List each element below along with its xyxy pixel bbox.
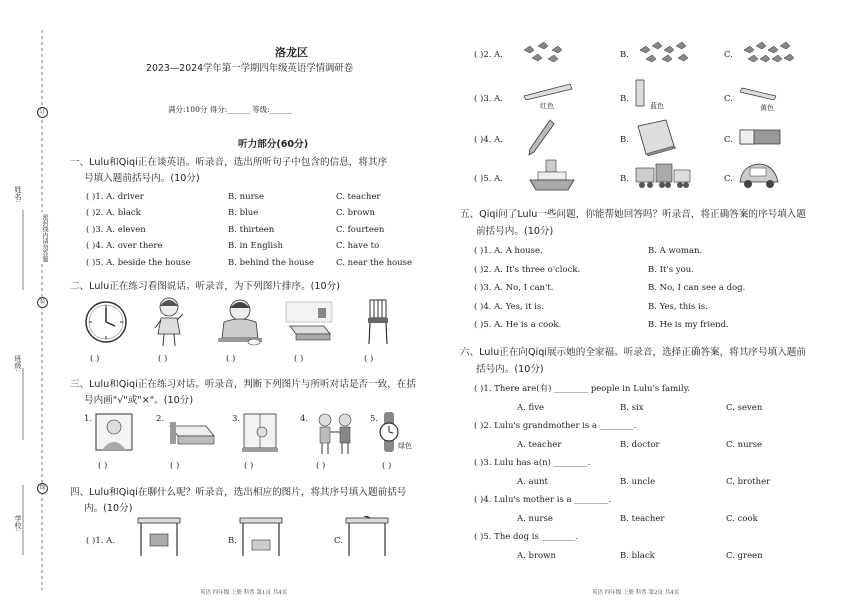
section3-title-1: 三、Lulu和Qiqi正在练习对话。听录音，判断下列图片与所听对话是否一致，在括 <box>70 379 416 390</box>
footer-left: 英语 四年级 上册 科普 第1页 共4页 <box>200 590 288 596</box>
watch-color-label: 绿色 <box>398 442 412 450</box>
clock-picture <box>84 300 128 344</box>
s3-bracket-3[interactable]: ( ) <box>244 461 254 471</box>
section5-title-2: 前括号内。(10分) <box>476 226 554 237</box>
s5-q1-b[interactable]: B. A woman. <box>648 246 703 256</box>
s1-q2-c[interactable]: C. brown <box>336 208 375 218</box>
r-q5-b[interactable]: B. <box>620 174 629 184</box>
s5-q3[interactable]: ( )3. A. No, I can't. <box>474 283 554 293</box>
birds-c-picture <box>740 40 798 64</box>
ruler-c-picture <box>740 84 780 100</box>
s6-q3[interactable]: ( )3. Lulu has a(n) ________. <box>474 458 591 468</box>
s6-q2-a[interactable]: A. teacher <box>517 440 562 450</box>
s6-q4-a[interactable]: A. nurse <box>517 514 553 524</box>
s6-q2-b[interactable]: B. doctor <box>620 440 660 450</box>
s3-bracket-1[interactable]: ( ) <box>98 461 108 471</box>
s2-bracket-1[interactable]: ( ) <box>90 354 100 364</box>
s1-q4-b[interactable]: B. in English <box>228 241 283 251</box>
s4-c[interactable]: C. <box>334 536 343 546</box>
book-picture <box>634 118 678 158</box>
name-label: 姓名: <box>14 186 22 203</box>
man-phone-picture <box>212 298 268 348</box>
score-line: 满分:100分 得分:______ 等级:______ <box>168 105 293 114</box>
toy-train-picture <box>632 160 694 192</box>
s6-q4-b[interactable]: B. teacher <box>620 514 665 524</box>
pencil-picture <box>526 118 556 158</box>
r-q2[interactable]: ( )2. A. <box>474 50 503 60</box>
ruler-b-color: 蓝色 <box>650 102 664 110</box>
school-label: 学校: <box>14 515 22 532</box>
footer-right: 英语 四年级 上册 科普 第2页 共4页 <box>592 590 680 596</box>
binding-circle-3: 线 <box>37 483 48 494</box>
s6-q1-b[interactable]: B. six <box>620 403 644 413</box>
s3-num-5: 5. <box>370 414 379 424</box>
s6-q3-a[interactable]: A. aunt <box>517 477 548 487</box>
s6-q1-c[interactable]: C. seven <box>726 403 763 413</box>
r-q5-c[interactable]: C. <box>724 174 733 184</box>
s5-q3-b[interactable]: B. No, I can see a dog. <box>648 283 746 293</box>
s6-q5-c[interactable]: C. green <box>726 551 763 561</box>
district-title: 洛龙区 <box>275 46 308 59</box>
s5-q4-b[interactable]: B. Yes, this is. <box>648 302 708 312</box>
s3-bracket-2[interactable]: ( ) <box>170 461 180 471</box>
ruler-a-color: 红色 <box>540 102 554 110</box>
watch-picture <box>378 412 400 452</box>
s3-bracket-5[interactable]: ( ) <box>382 461 392 471</box>
s6-q3-b[interactable]: B. uncle <box>620 477 656 487</box>
bed-picture <box>166 418 216 450</box>
s2-bracket-5[interactable]: ( ) <box>364 354 374 364</box>
r-q5[interactable]: ( )5. A. <box>474 174 503 184</box>
s1-q1[interactable]: ( )1. A. driver <box>86 192 144 202</box>
binding-circle-2: 装 <box>37 297 48 308</box>
s4-b[interactable]: B. <box>228 536 237 546</box>
birds-a-picture <box>520 40 570 64</box>
s1-q5-b[interactable]: B. behind the house <box>228 258 315 268</box>
s6-q4[interactable]: ( )4. Lulu's mother is a ________. <box>474 495 611 505</box>
desk-bag-picture <box>136 516 182 558</box>
s6-q2-c[interactable]: C. nurse <box>726 440 763 450</box>
s1-q5-c[interactable]: C. near the house <box>336 258 413 268</box>
s2-bracket-4[interactable]: ( ) <box>294 354 304 364</box>
exam-title: 2023—2024学年第一学期四年级英语学情调研卷 <box>146 63 354 74</box>
s3-num-2: 2. <box>156 414 165 424</box>
s6-q5-b[interactable]: B. black <box>620 551 655 561</box>
s2-bracket-2[interactable]: ( ) <box>158 354 168 364</box>
s6-q3-c[interactable]: C. brother <box>726 477 771 487</box>
desk-picture <box>238 516 284 558</box>
two-kids-picture <box>312 410 358 456</box>
s3-num-1: 1. <box>84 414 93 424</box>
seal-warning: 密封线内请勿答题 <box>41 214 48 262</box>
s1-q3-c[interactable]: C. fourteen <box>336 225 385 235</box>
section2-title: 二、Lulu正在练习看图说话。听录音，为下列图片排序。(10分) <box>70 281 340 292</box>
ruler-c-color: 黄色 <box>760 104 774 112</box>
s3-num-4: 4. <box>300 414 309 424</box>
s3-bracket-4[interactable]: ( ) <box>316 461 326 471</box>
r-q4-c[interactable]: C. <box>724 135 733 145</box>
s1-q2-b[interactable]: B. blue <box>228 208 259 218</box>
bedroom-picture <box>284 300 334 344</box>
s1-q1-c[interactable]: C. teacher <box>336 192 381 202</box>
s1-q2[interactable]: ( )2. A. black <box>86 208 141 218</box>
s5-q5-b[interactable]: B. He is my friend. <box>648 320 729 330</box>
s4-q1[interactable]: ( )1. A. <box>86 536 115 546</box>
s5-q5[interactable]: ( )5. A. He is a cook. <box>474 320 562 330</box>
s5-q2-b[interactable]: B. It's you. <box>648 265 694 275</box>
s6-q4-c[interactable]: C. cook <box>726 514 758 524</box>
window-boy-picture <box>240 410 280 454</box>
s5-q2[interactable]: ( )2. A. It's three o'clock. <box>474 265 581 275</box>
s1-q5[interactable]: ( )5. A. beside the house <box>86 258 191 268</box>
s1-q4-c[interactable]: C. have to <box>336 241 380 251</box>
r-q2-c[interactable]: C. <box>724 50 733 60</box>
car-picture <box>736 160 782 192</box>
section6-title-1: 六、Lulu正在向Qiqi展示她的全家福。听录音，选择正确答案，将其序号填入题前 <box>460 347 806 358</box>
s1-q3-b[interactable]: B. thirteen <box>228 225 275 235</box>
section1-title-2: 号填入题前括号内。(10分) <box>84 173 200 184</box>
r-q4-b[interactable]: B. <box>620 135 629 145</box>
binding-circle-1: 订 <box>37 107 48 118</box>
s6-q1[interactable]: ( )1. There are(有) ________ people in Lulu's family. <box>474 384 690 394</box>
section6-title-2: 括号内。(10分) <box>476 364 544 375</box>
girl-picture <box>152 296 186 348</box>
s1-q3[interactable]: ( )3. A. eleven <box>86 225 146 235</box>
r-q4[interactable]: ( )4. A. <box>474 135 503 145</box>
s5-q1[interactable]: ( )1. A. A house. <box>474 246 543 256</box>
field-lines <box>20 200 26 560</box>
s6-q5[interactable]: ( )5. The dog is ________. <box>474 532 579 542</box>
photo-frame-picture <box>94 412 134 452</box>
section5-title-1: 五、Qiqi问了Lulu一些问题，你能帮她回答吗？听录音，将正确答案的序号填入题 <box>460 209 806 220</box>
ruler-b-picture <box>632 78 648 108</box>
section4-title-2: 内。(10分) <box>84 503 133 514</box>
ship-picture <box>528 158 576 194</box>
s3-num-3: 3. <box>232 414 241 424</box>
s6-q1-a[interactable]: A. five <box>517 403 545 413</box>
birds-b-picture <box>636 40 694 64</box>
section4-title-1: 四、Lulu和Qiqi在聊什么呢？听录音，选出相应的图片，将其序号填入题前括号 <box>70 487 407 498</box>
r-q3[interactable]: ( )3. A. <box>474 94 503 104</box>
desk-pencil-picture <box>344 516 390 558</box>
s5-q4[interactable]: ( )4. A. Yes, it is. <box>474 302 544 312</box>
s1-q4[interactable]: ( )4. A. over there <box>86 241 163 251</box>
chair-picture <box>364 298 392 346</box>
listening-title: 听力部分(60分) <box>238 139 309 150</box>
ruler-a-picture <box>522 82 574 100</box>
r-q2-b[interactable]: B. <box>620 50 629 60</box>
r-q3-b[interactable]: B. <box>620 94 629 104</box>
section1-title-1: 一、Lulu和Qiqi正在谈英语。听录音，选出所听句子中包含的信息，将其序 <box>70 157 388 168</box>
eraser-picture <box>738 126 782 148</box>
s1-q1-b[interactable]: B. nurse <box>228 192 265 202</box>
s6-q2[interactable]: ( )2. Lulu's grandmother is a ________. <box>474 421 637 431</box>
r-q3-c[interactable]: C. <box>724 94 733 104</box>
section3-title-2: 号内画"√"或"×"。(10分) <box>84 395 194 406</box>
class-label: 班级: <box>14 355 22 372</box>
s2-bracket-3[interactable]: ( ) <box>226 354 236 364</box>
s6-q5-a[interactable]: A. brown <box>517 551 556 561</box>
